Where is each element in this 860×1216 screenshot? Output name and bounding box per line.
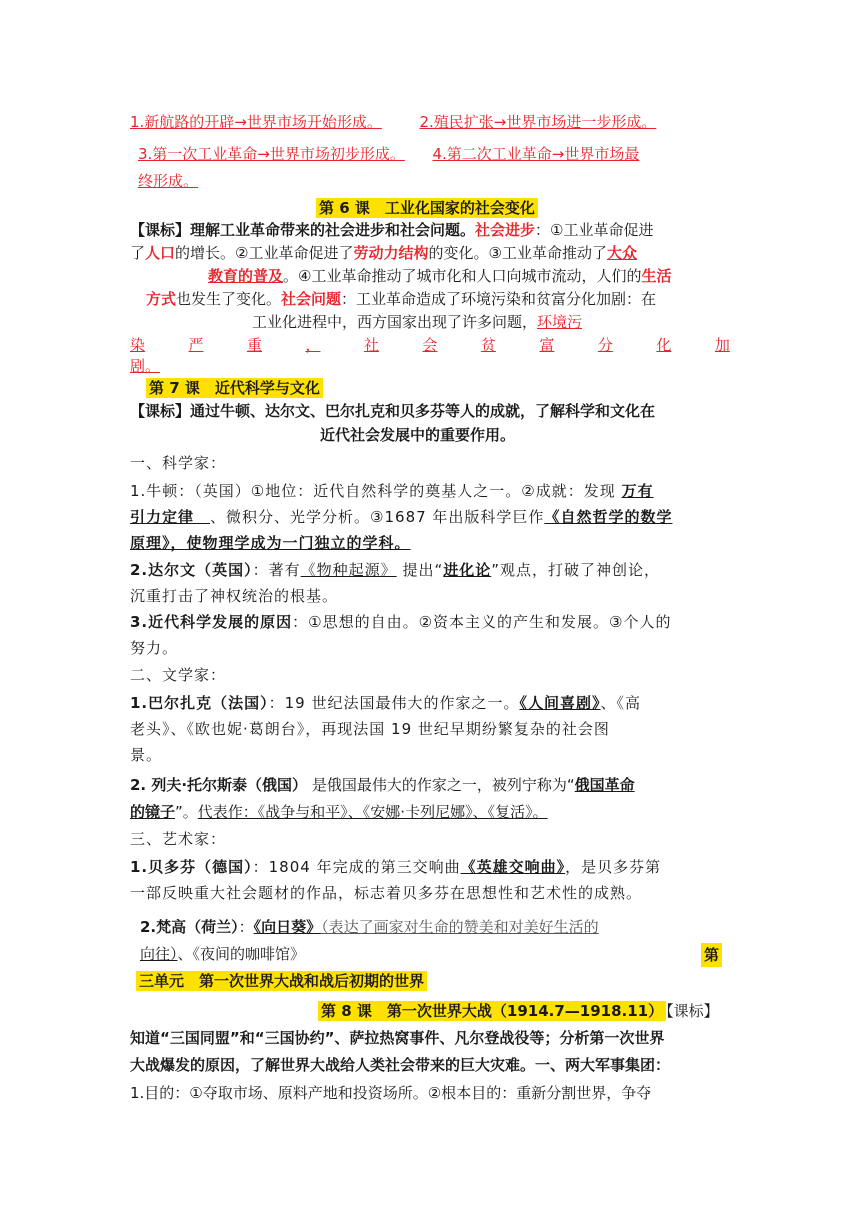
lesson8-standard-1: 知道“三国同盟”和“三国协约”、萨拉热窝事件、凡尔登战役等；分析第一次世界 [130, 1029, 665, 1047]
lesson6-line-2: 了人口的增长。②工业革命促进了劳动力结构的变化。③工业革命推动了大众 [130, 244, 637, 262]
lesson6-line-1: 【课标】理解工业革命带来的社会进步和社会问题。社会进步：①工业革命促进 [130, 221, 654, 239]
lesson7-standard-2: 近代社会发展中的重要作用。 [320, 426, 516, 444]
beethoven-line-1: 1.贝多芬（德国）：1804 年完成的第三交响曲《英雄交响曲》，是贝多芬第 [130, 858, 662, 876]
unit3-title: 三单元 第一次世界大战和战后初期的世界 [136, 970, 427, 992]
newton-line-3: 原理》，使物理学成为一门独立的学科。 [130, 534, 411, 552]
beethoven-line-2: 一部反映重大社会题材的作品，标志着贝多芬在思想性和艺术性的成熟。 [130, 884, 643, 902]
lesson7-standard-1: 【课标】通过牛顿、达尔文、巴尔扎克和贝多芬等人的成就，了解科学和文化在 [130, 402, 656, 420]
newton-line-1: 1.牛顿：（英国）①地位：近代自然科学的奠基人之一。②成就：发现 万有 [130, 482, 654, 500]
lesson7-title: 第 7 课 近代科学与文化 [146, 377, 323, 399]
lesson8-standard-2: 大战爆发的原因，了解世界大战给人类社会带来的巨大灾难。一、两大军事集团： [130, 1056, 671, 1074]
lesson6-title: 第 6 课 工业化国家的社会变化 [316, 197, 538, 219]
balzac-line-3: 景。 [130, 746, 163, 764]
balzac-line-1: 1.巴尔扎克（法国）：19 世纪法国最伟大的作家之一。《人间喜剧》、《高 [130, 694, 642, 712]
lesson6-line-5: 工业化进程中，西方国家出现了许多问题，环境污 [252, 313, 583, 331]
lesson8-title-line: 第 8 课 第一次世界大战（1914.7—1918.11） 【课标】 [318, 1000, 719, 1022]
market-line-1: 1.新航路的开辟→世界市场开始形成。 2.殖民扩张→世界市场进一步形成。 [130, 113, 657, 131]
lesson6-line-4: 方式也发生了变化。社会问题：工业革命造成了环境污染和贫富分化加剧：在 [146, 290, 657, 308]
section-scientists: 一、科学家： [130, 454, 227, 472]
vangogh-line-1: 2.梵高（荷兰）：《向日葵》（表达了画家对生命的赞美和对美好生活的 [140, 918, 599, 936]
tolstoy-line-2: 的镜子”。代表作：《战争与和平》、《安娜·卡列尼娜》、《复活》。 [130, 803, 548, 821]
market-line-3: 终形成。 [138, 172, 199, 190]
section-writers: 二、文学家： [130, 666, 227, 684]
lesson6-line-6: 染 严 重 ， 社 会 贫 富 分 化 加 [130, 336, 730, 354]
section-artists: 三、艺术家： [130, 830, 227, 848]
lesson6-line-3: 教育的普及。④工业革命推动了城市化和人口向城市流动，人们的生活 [208, 267, 672, 285]
reason-line-2: 努力。 [130, 639, 179, 657]
market-line-2: 3.第一次工业革命→世界市场初步形成。 4.第二次工业革命→世界市场最 [138, 145, 640, 163]
lesson8-line-3: 1.目的：①夺取市场、原料产地和投资场所。②根本目的：重新分割世界，争夺 [130, 1084, 652, 1102]
tolstoy-line-1: 2. 列夫·托尔斯泰（俄国） 是俄国最伟大的作家之一，被列宁称为“俄国革命 [130, 776, 635, 794]
balzac-line-2: 老头》、《欧也妮·葛朗台》，再现法国 19 世纪早期纷繁复杂的社会图 [130, 720, 610, 738]
vangogh-line-2: 向往）、《夜间的咖啡馆》 第 [140, 943, 722, 965]
newton-line-2: 引力定律 、微积分、光学分析。③1687 年出版科学巨作《自然哲学的数学 [130, 508, 673, 526]
lesson6-line-7: 剧。 [130, 357, 161, 375]
darwin-line-2: 沉重打击了神权统治的根基。 [130, 587, 339, 605]
reason-line-1: 3.近代科学发展的原因：①思想的自由。②资本主义的产生和发展。③个人的 [130, 613, 672, 631]
darwin-line-1: 2.达尔文（英国）：著有《物种起源》 提出“进化论”观点，打破了神创论， [130, 561, 661, 579]
